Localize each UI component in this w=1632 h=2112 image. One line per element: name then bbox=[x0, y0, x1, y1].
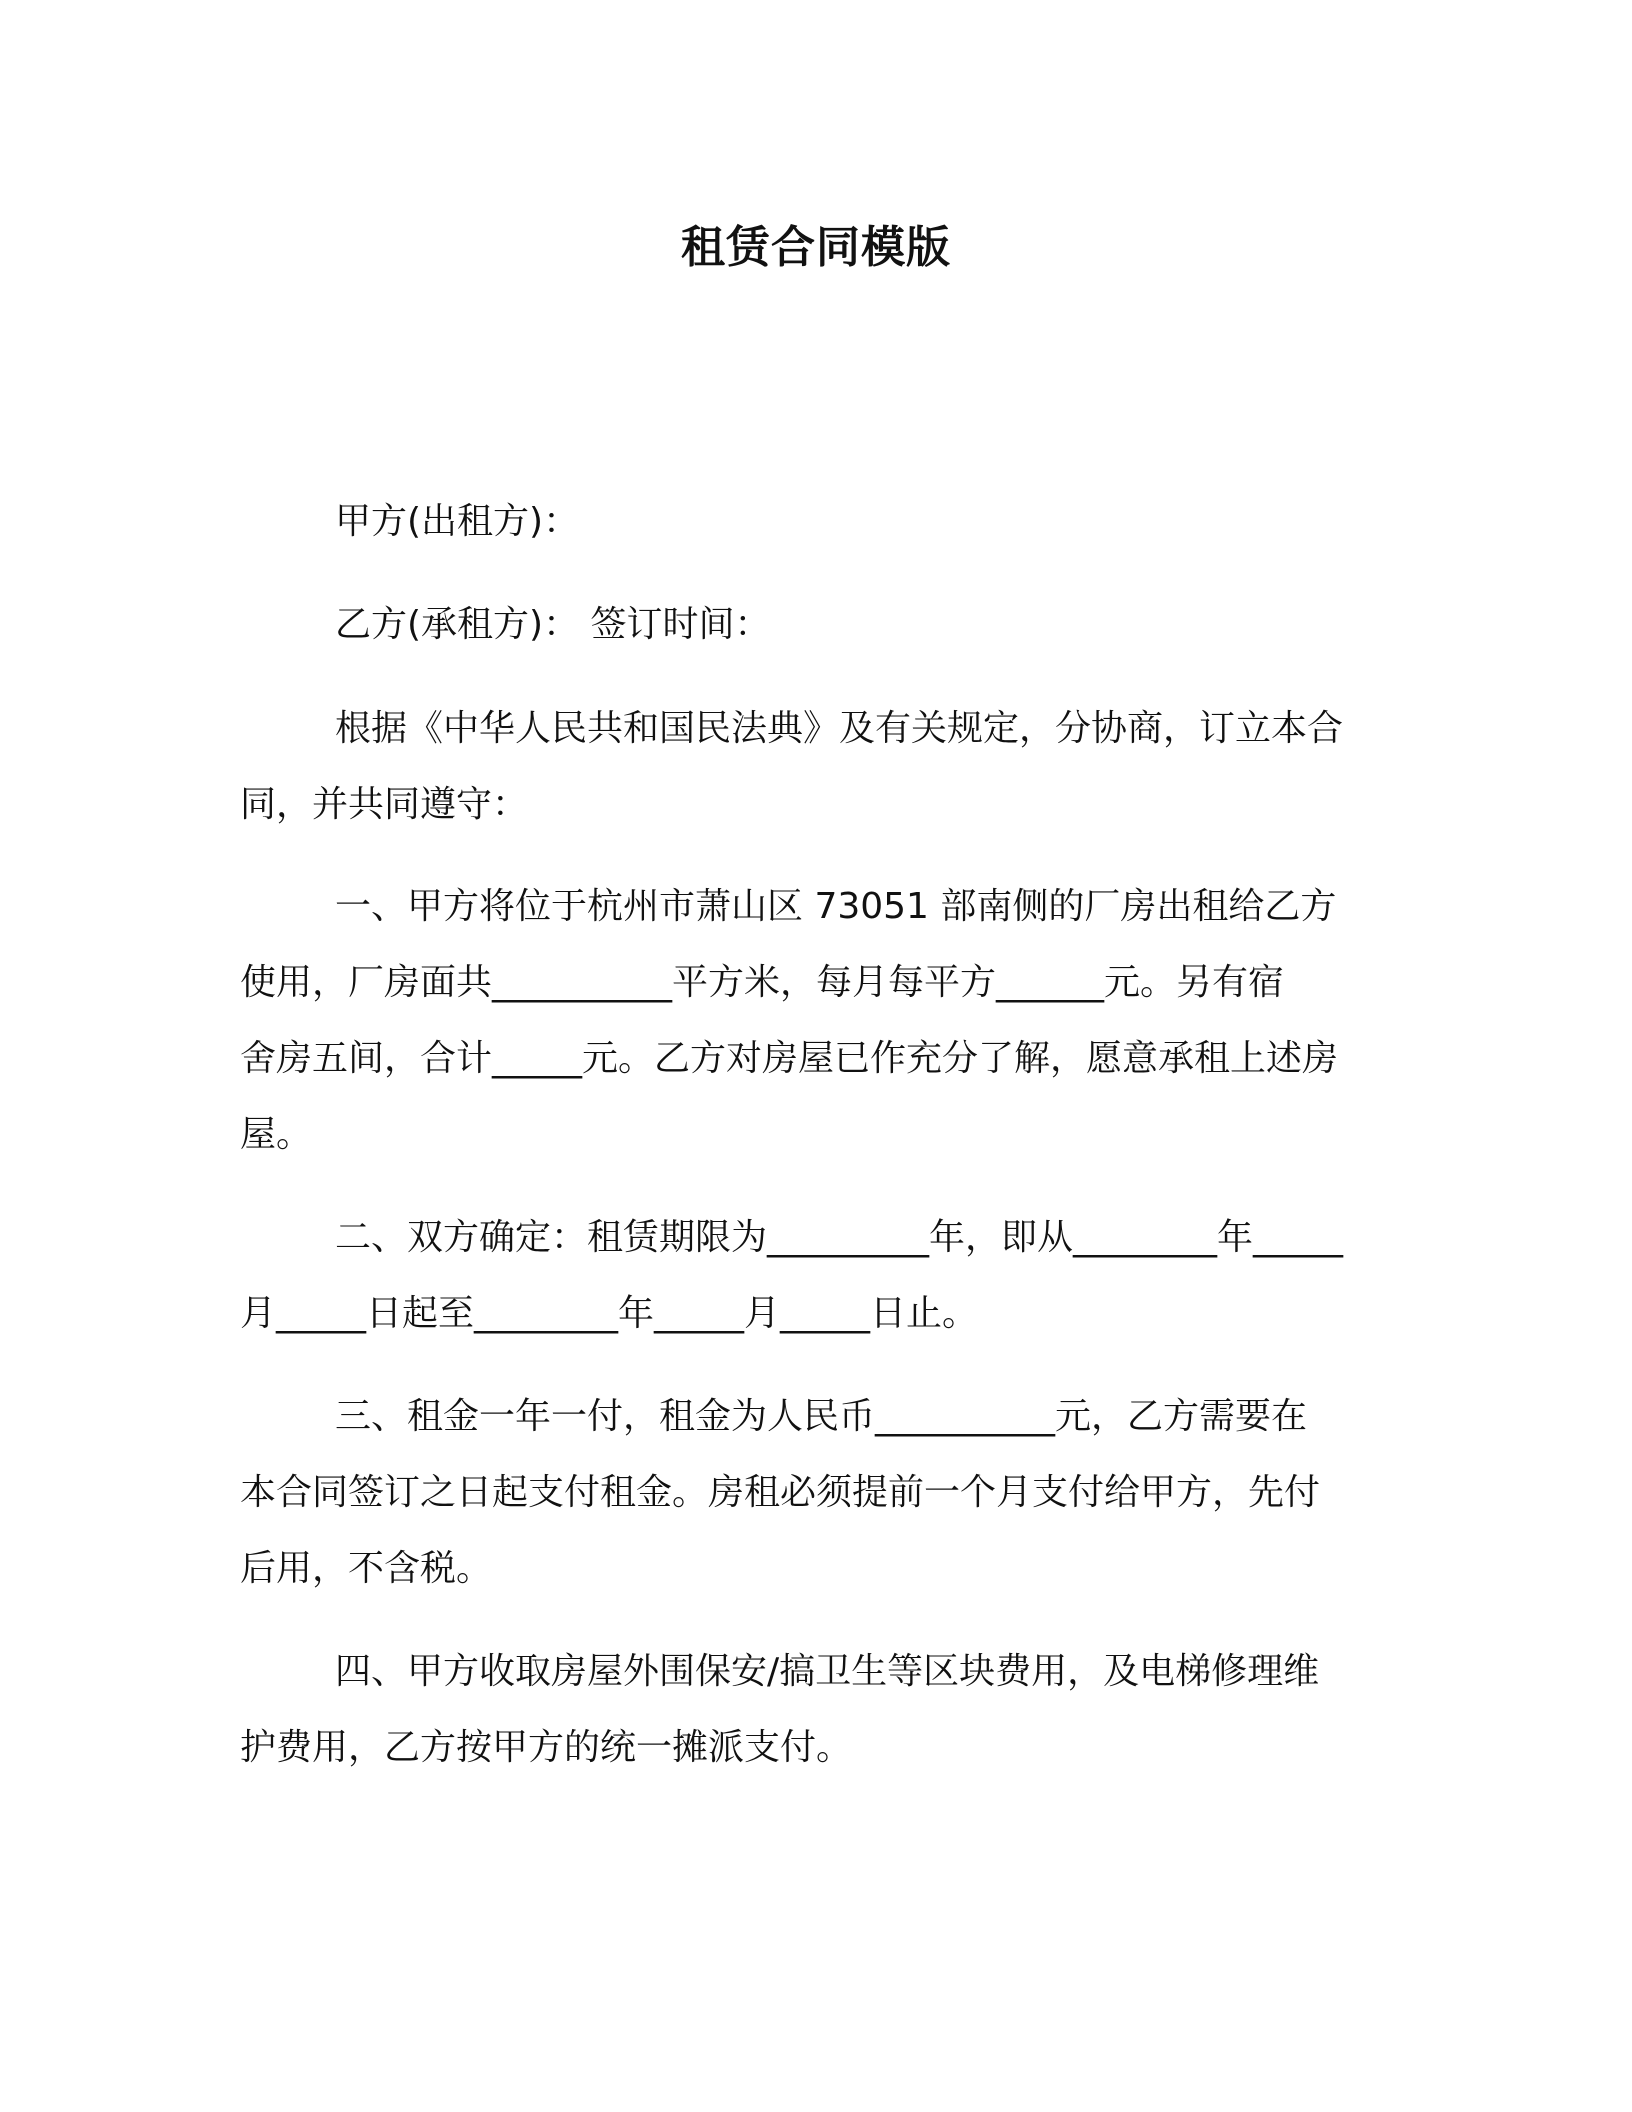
party-a-line: 甲方(出租方)： bbox=[335, 501, 580, 542]
clause-2-line-1: 二、双方确定：租赁期限为_________年，即从________年_____ bbox=[335, 1217, 1344, 1258]
party-b-line: 乙方(承租方)： 签订时间： bbox=[335, 604, 771, 645]
clause-1-line-1: 一、甲方将位于杭州市萧山区 73051 部南侧的厂房出租给乙方 bbox=[335, 886, 1337, 927]
clause-1-line-2: 使用，厂房面共__________平方米，每月每平方______元。另有宿 bbox=[240, 962, 1285, 1003]
clause-3-line-2: 本合同签订之日起支付租金。房租必须提前一个月支付给甲方，先付 bbox=[240, 1472, 1321, 1513]
clause-3-line-1: 三、租金一年一付，租金为人民币__________元，乙方需要在 bbox=[335, 1396, 1308, 1437]
clause-4-line-2: 护费用，乙方按甲方的统一摊派支付。 bbox=[240, 1727, 853, 1768]
clause-2-line-2: 月_____日起至________年_____月_____日止。 bbox=[240, 1293, 979, 1334]
clause-4-line-1: 四、甲方收取房屋外围保安/搞卫生等区块费用，及电梯修理维 bbox=[335, 1651, 1320, 1692]
preamble-line-1: 根据《中华人民共和国民法典》及有关规定，分协商，订立本合 bbox=[335, 708, 1344, 749]
clause-1-line-3: 舍房五间，合计_____元。乙方对房屋已作充分了解，愿意承租上述房 bbox=[240, 1038, 1339, 1079]
preamble-line-2: 同，并共同遵守： bbox=[240, 784, 529, 825]
clause-3-line-3: 后用，不含税。 bbox=[240, 1548, 493, 1589]
clause-1-line-4: 屋。 bbox=[240, 1114, 313, 1155]
document-title: 租赁合同模版 bbox=[681, 222, 951, 273]
